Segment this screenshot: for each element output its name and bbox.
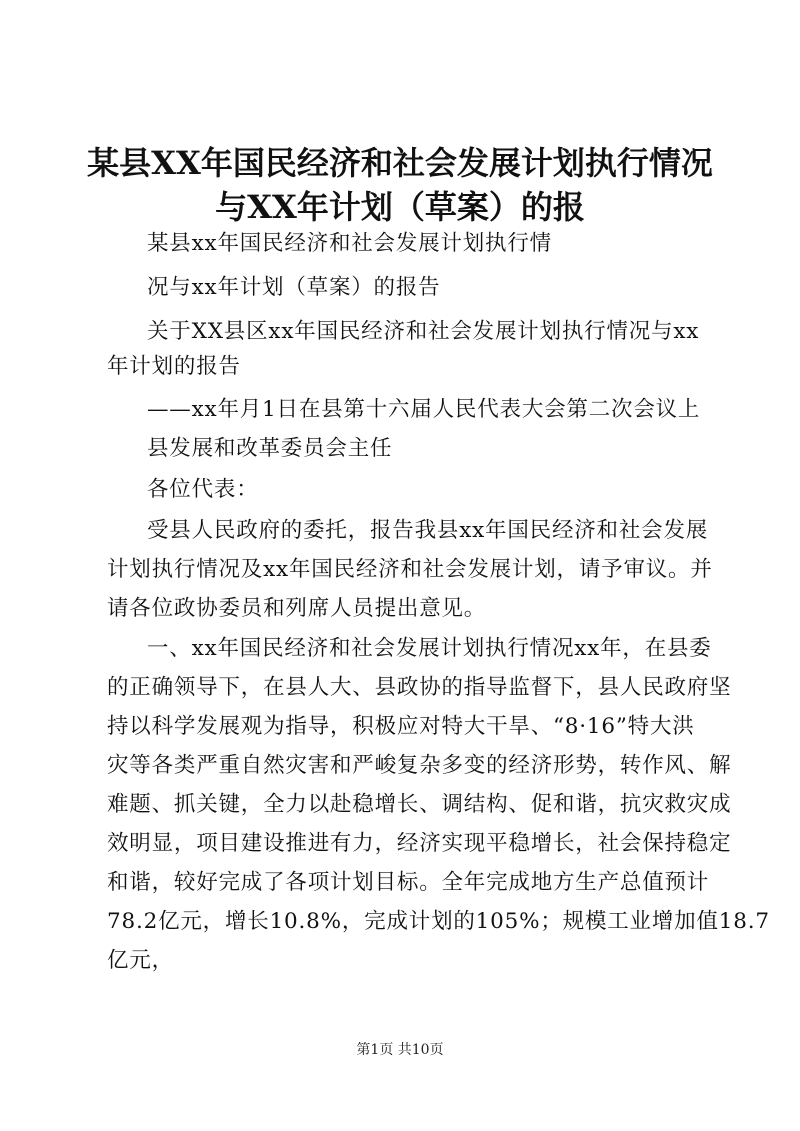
body-line: 某县xx年国民经济和社会发展计划执行情 (147, 231, 552, 256)
body-line: 和谐，较好完成了各项计划目标。全年完成地方生产总值预计 (107, 870, 710, 895)
body-line: 效明显，项目建设推进有力，经济实现平稳增长，社会保持稳定 (107, 831, 732, 856)
body-line: 各位代表： (147, 477, 259, 502)
body-line: 78.2亿元，增长10.8%，完成计划的105%；规模工业增加值18.7 (107, 909, 770, 934)
body-line: 县发展和改革委员会主任 (147, 436, 393, 461)
body-line: 难题、抓关键，全力以赴稳增长、调结构、促和谐，抗灾救灾成 (107, 792, 732, 817)
body-line: 受县人民政府的委托，报告我县xx年国民经济和社会发展 (147, 518, 709, 543)
body-line: 年计划的报告 (107, 354, 241, 379)
body-line: 计划执行情况及xx年国民经济和社会发展计划，请予审议。并 (107, 557, 713, 582)
body-line: 持以科学发展观为指导，积极应对特大干旱、“8·16”特大洪 (107, 714, 695, 739)
body-line: 亿元， (107, 948, 174, 973)
document-title-line-1: 某县XX年国民经济和社会发展计划执行情况 (87, 144, 713, 182)
body-line: 关于XX县区xx年国民经济和社会发展计划执行情况与xx (147, 319, 700, 344)
body-line: 况与xx年计划（草案）的报告 (147, 275, 441, 300)
body-line: ——xx年月1日在县第十六届人民代表大会第二次会议上 (147, 397, 701, 422)
body-line: 灾等各类严重自然灾害和严峻复杂多变的经济形势，转作风、解 (107, 753, 732, 778)
body-line: 请各位政协委员和列席人员提出意见。 (107, 596, 487, 621)
body-line: 一、xx年国民经济和社会发展计划执行情况xx年，在县委 (147, 636, 712, 661)
page-footer: 第1页 共10页 (356, 1042, 444, 1058)
document-title-line-2: 与XX年计划（草案）的报 (215, 188, 585, 226)
body-line: 的正确领导下，在县人大、县政协的指导监督下，县人民政府坚 (107, 675, 732, 700)
